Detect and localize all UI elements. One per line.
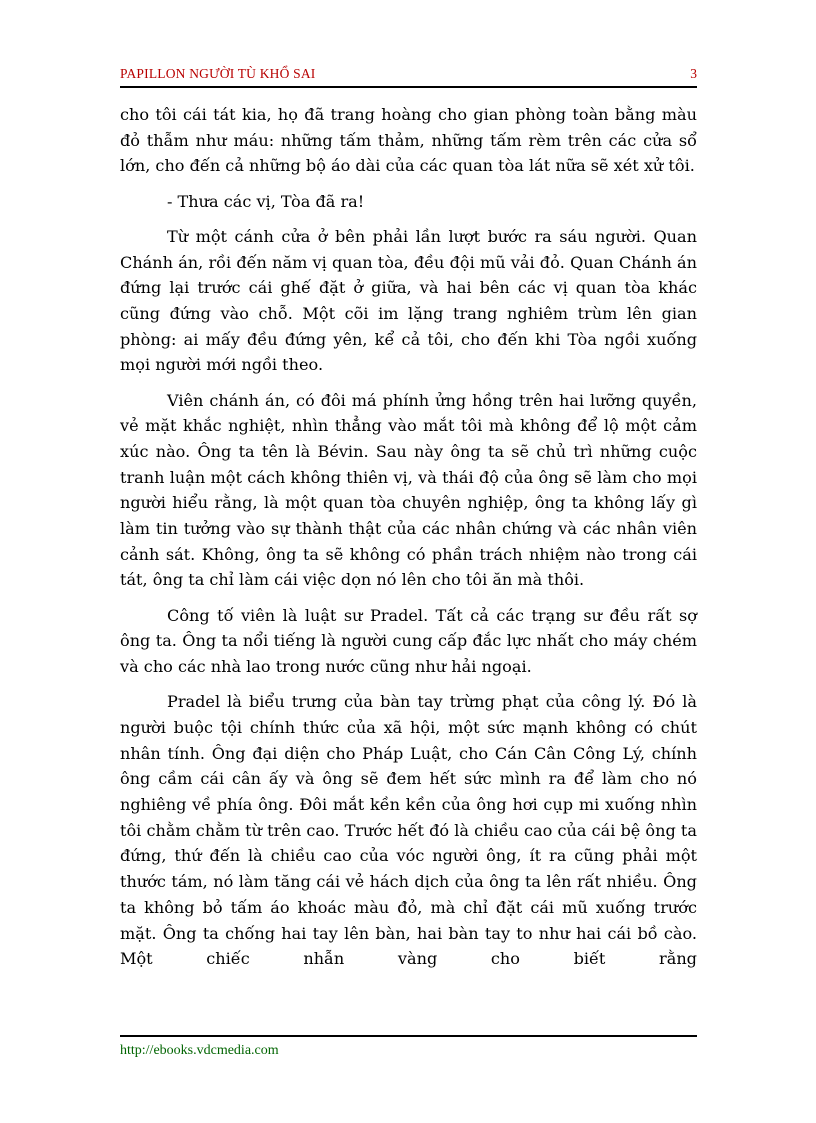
page-footer [120,1035,697,1059]
paragraph: Pradel là biểu trưng của bàn tay trừng phạt của công lý. Đó là người buộc tội chính thức của xã hội, một sức mạnh không có chút nhân tính. Ông đại diện cho Pháp Luật, cho Cán Cân Công Lý, chính ông cầm cái cân ấy và ông sẽ đem hết sức mình ra để làm cho nó nghiêng về phía ông. Đôi mắt kền kền của ông hơi cụp mi xuống nhìn tôi chằm chằm từ trên cao. Trước hết đó là chiều cao của cái bệ ông ta đứng, thứ đến là chiều cao của vóc người ông, ít ra cũng phải một thước tám, nó làm tăng cái vẻ hách dịch của ông ta lên rất nhiều. Ông ta không bỏ tấm áo khoác màu đỏ, mà chỉ đặt cái mũ xuống trước mặt. Ông ta chống hai tay lên bàn, hai bàn tay to như hai cái bồ cào. Một chiếc nhẫn vàng cho biết rằng [120,692,697,969]
book-title: PAPILLON NGƯỜI TÙ KHỔ SAI [120,66,316,81]
body-text [120,102,697,982]
paragraph: Từ một cánh cửa ở bên phải lần lượt bước ra sáu người. Quan Chánh án, rồi đến năm vị quan tòa, đều đội mũ vải đỏ. Quan Chánh án đứng lại trước cái ghế đặt ở giữa, và hai bên các vị quan tòa khác cũng đứng vào chỗ. Một cõi im lặng trang nghiêm trùm lên gian phòng: ai mấy đều đứng yên, kể cả tôi, cho đến khi Tòa ngồi xuống mọi người mới ngồi theo. [120,226,697,375]
paragraph-dialogue: - Thưa các vị, Tòa đã ra! [167,191,365,211]
footer-link[interactable]: http://ebooks.vdcmedia.com [120,1043,279,1058]
page-number: 3 [690,66,697,81]
paragraph: Công tố viên là luật sư Pradel. Tất cả các trạng sư đều rất sợ ông ta. Ông ta nổi tiếng là người cung cấp đắc lực nhất cho máy chém và cho các nhà lao trong nước cũng như hải ngoại. [120,605,697,677]
page-header [120,60,697,88]
paragraph: Viên chánh án, có đôi má phính ửng hồng trên hai lưỡng quyền, vẻ mặt khắc nghiệt, nhìn thẳng vào mắt tôi mà không để lộ một cảm xúc nào. Ông ta tên là Bévin. Sau này ông ta sẽ chủ trì những cuộc tranh luận một cách không thiên vị, và thái độ của ông sẽ làm cho mọi người hiểu rằng, là một quan tòa chuyên nghiệp, ông ta không lấy gì làm tin tưởng vào sự thành thật của các nhân chứng và các nhân viên cảnh sát. Không, ông ta sẽ không có phần trách nhiệm nào trong cái tát, ông ta chỉ làm cái việc dọn nó lên cho tôi ăn mà thôi. [120,390,697,590]
paragraph-continuation: cho tôi cái tát kia, họ đã trang hoàng cho gian phòng toàn bằng màu đỏ thẫm như máu: những tấm thảm, những tấm rèm trên các cửa sổ lớn, cho đến cả những bộ áo dài của các quan tòa lát nữa sẽ xét xử tôi. [120,105,697,176]
